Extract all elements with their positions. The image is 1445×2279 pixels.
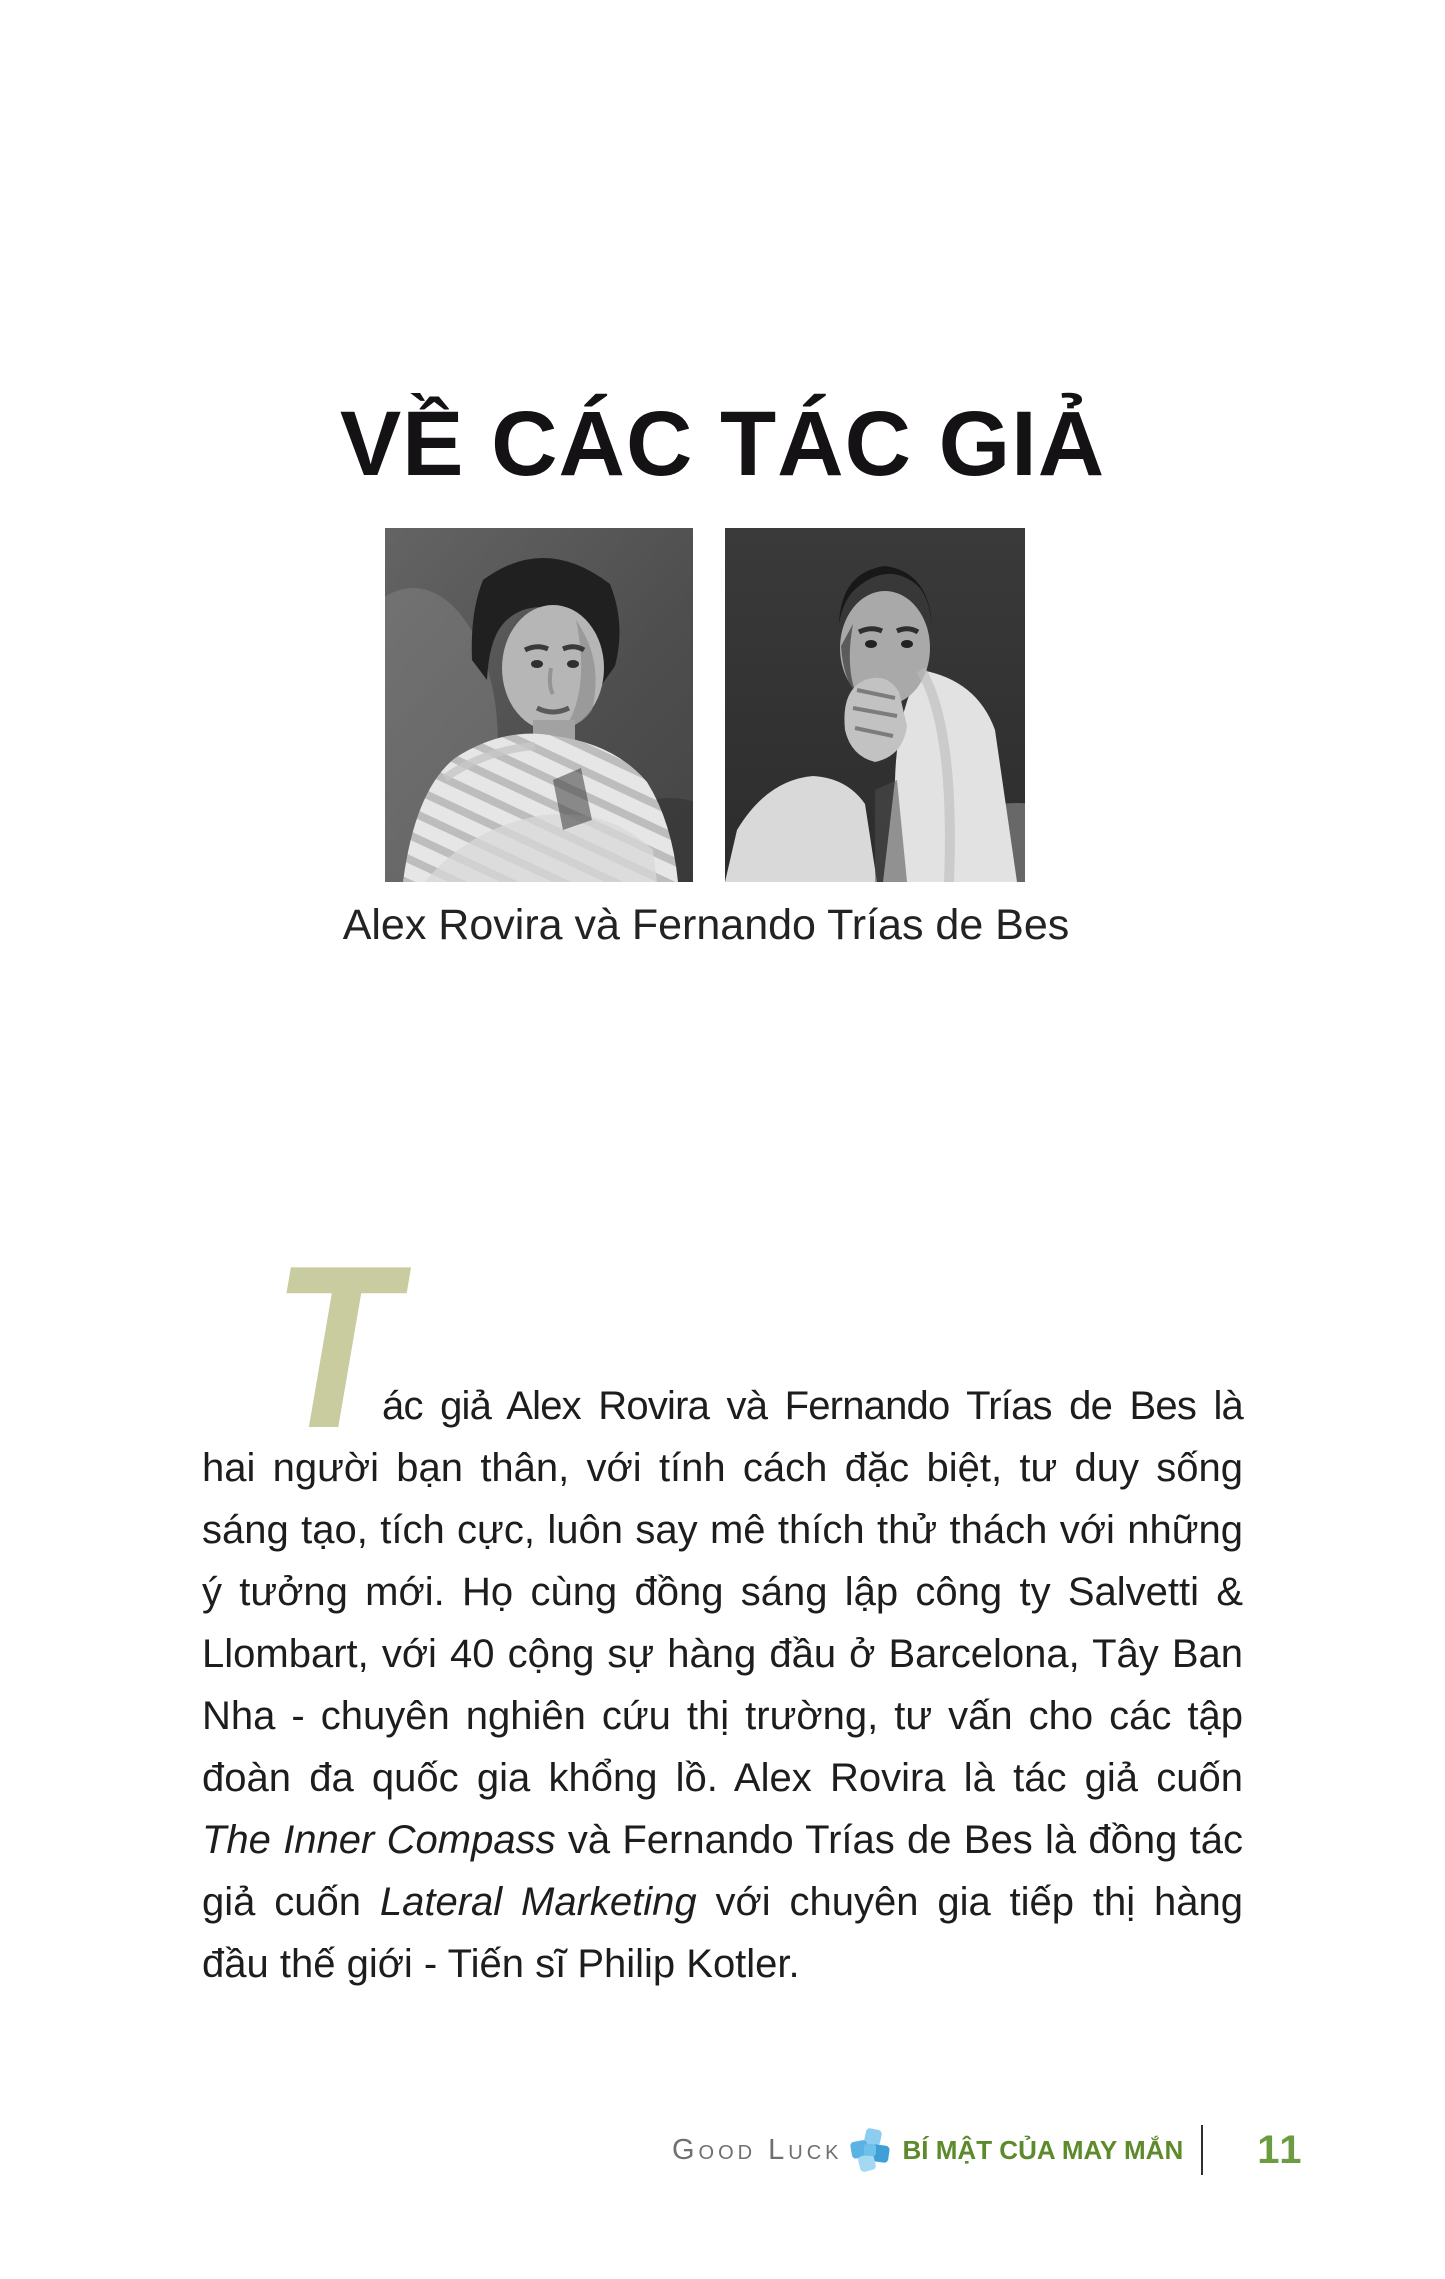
clover-icon — [847, 2127, 893, 2173]
page-title: VỀ CÁC TÁC GIẢ — [339, 393, 1106, 495]
book-series-brand: Good Luck — [672, 2133, 843, 2166]
body-line-segment: ác giả Alex Rovira và Fernando Trías de Bes là — [382, 1384, 1243, 1428]
book-title-italic: The Inner Compass — [202, 1818, 556, 1862]
body-line-segment: đoàn đa quốc gia khổng lồ. Alex Rovira là tác giả cuốn — [202, 1756, 1243, 1800]
footer-divider — [1201, 2125, 1203, 2175]
body-line-segment: với chuyên gia tiếp thị hàng — [696, 1880, 1244, 1924]
body-line-segment: giả cuốn — [202, 1880, 380, 1924]
body-line-segment: hai người bạn thân, với tính cách đặc biệt, tư duy sống — [202, 1446, 1243, 1490]
body-line-segment: ý tưởng mới. Họ cùng đồng sáng lập công ty Salvetti & — [202, 1570, 1243, 1614]
body-line-segment: Nha - chuyên nghiên cứu thị trường, tư vấn cho các tập — [202, 1694, 1243, 1738]
body-line — [202, 1685, 1243, 1747]
photo-caption: Alex Rovira và Fernando Trías de Bes — [342, 901, 1070, 949]
author-photo-alex-rovira — [385, 528, 693, 882]
body-line — [202, 1623, 1243, 1685]
body-line-segment: Llombart, với 40 cộng sự hàng đầu ở Barcelona, Tây Ban — [202, 1632, 1243, 1676]
book-title-italic: Lateral Marketing — [379, 1880, 697, 1924]
body-line — [202, 1871, 1243, 1933]
page-footer — [672, 2122, 1304, 2178]
body-line-segment: sáng tạo, tích cực, luôn say mê thích thử thách với những — [202, 1508, 1243, 1552]
body-line-segment: và Fernando Trías de Bes là đồng tác — [555, 1818, 1243, 1862]
author-photo-fernando-trias-de-bes — [725, 528, 1025, 882]
body-line — [202, 1933, 1243, 1995]
body-line — [202, 1437, 1243, 1499]
body-line — [202, 1747, 1243, 1809]
page-number: 11 — [1257, 2127, 1304, 2172]
body-line — [202, 1375, 1243, 1437]
body-line — [202, 1561, 1243, 1623]
book-title: BÍ MẬT CỦA MAY MẮN — [902, 2134, 1184, 2165]
body-line-segment: đầu thế giới - Tiến sĩ Philip Kotler. — [202, 1942, 800, 1986]
body-text — [202, 1375, 1243, 1995]
portrait-photo-image — [725, 528, 1025, 882]
body-line — [202, 1499, 1243, 1561]
body-line — [202, 1809, 1243, 1871]
drop-cap: T — [272, 1218, 397, 1477]
portrait-photo-image — [385, 528, 693, 882]
